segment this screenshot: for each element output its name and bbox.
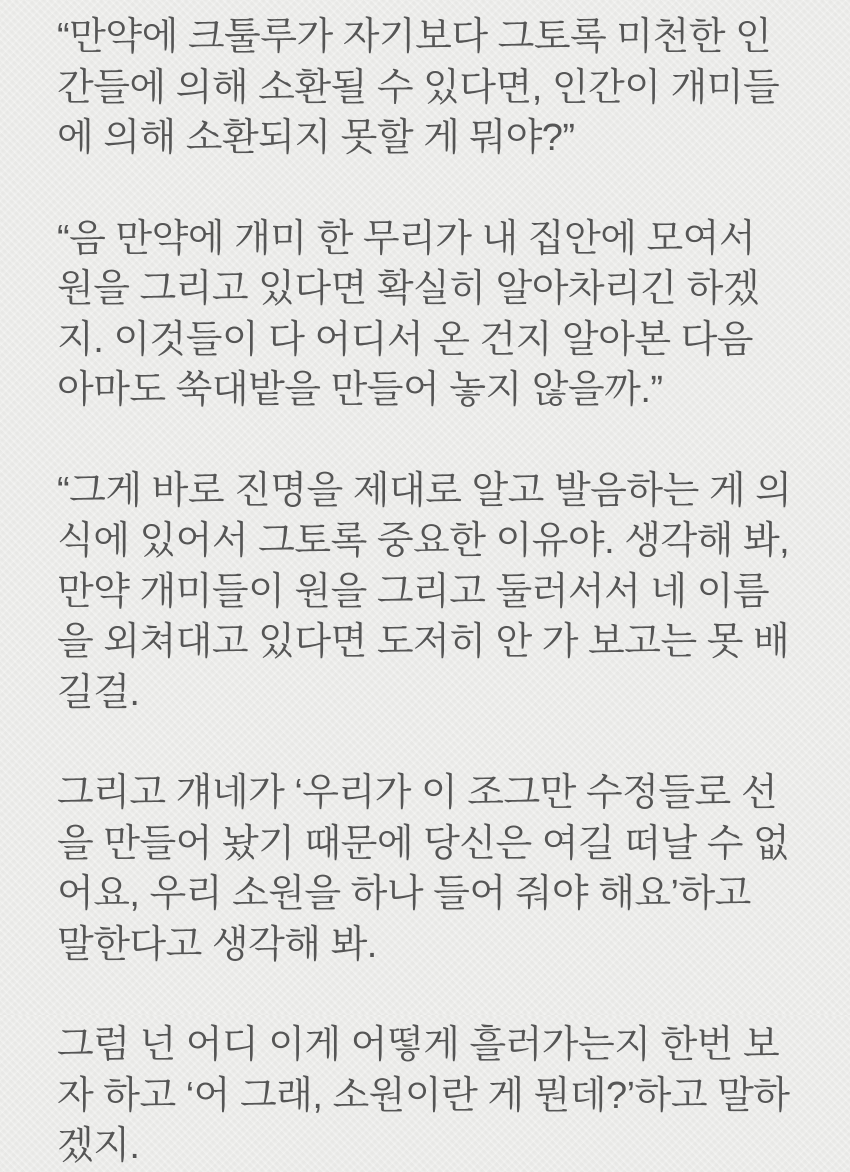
- paragraph-ants-circle: “음 만약에 개미 한 무리가 내 집안에 모여서 원을 그리고 있다면 확실히 알아차리긴 하겠지. 이것들이 다 어디서 온 건지 알아본 다음 아마도 쑥대밭을 만들어 놓지 않을까.”: [57, 217, 760, 411]
- paragraph-true-name: “그게 바로 진명을 제대로 알고 발음하는 게 의식에 있어서 그토록 중요한 이유야. 생각해 봐, 만약 개미들이 원을 그리고 둘러서서 네 이름을 외쳐대고 있다면 도저히 안 가 보고는 못 배길걸.: [57, 469, 792, 714]
- paragraph-what-wish: 그럼 넌 어디 이게 어떻게 흘러가는지 한번 보자 하고 ‘어 그래, 소원이란 게 뭔데?’하고 말하겠지.: [57, 1024, 790, 1167]
- paragraph-cthulhu-summon: “만약에 크툴루가 자기보다 그토록 미천한 인간들에 의해 소환될 수 있다면, 인간이 개미들에 의해 소환되지 못할 게 뭐야?”: [57, 16, 780, 159]
- paragraph-crystal-wish: 그리고 걔네가 ‘우리가 이 조그만 수정들로 선을 만들어 놨기 때문에 당신은 여길 떠날 수 없어요, 우리 소원을 하나 들어 줘야 해요’하고 말한다고 생각해 봐.: [57, 772, 790, 966]
